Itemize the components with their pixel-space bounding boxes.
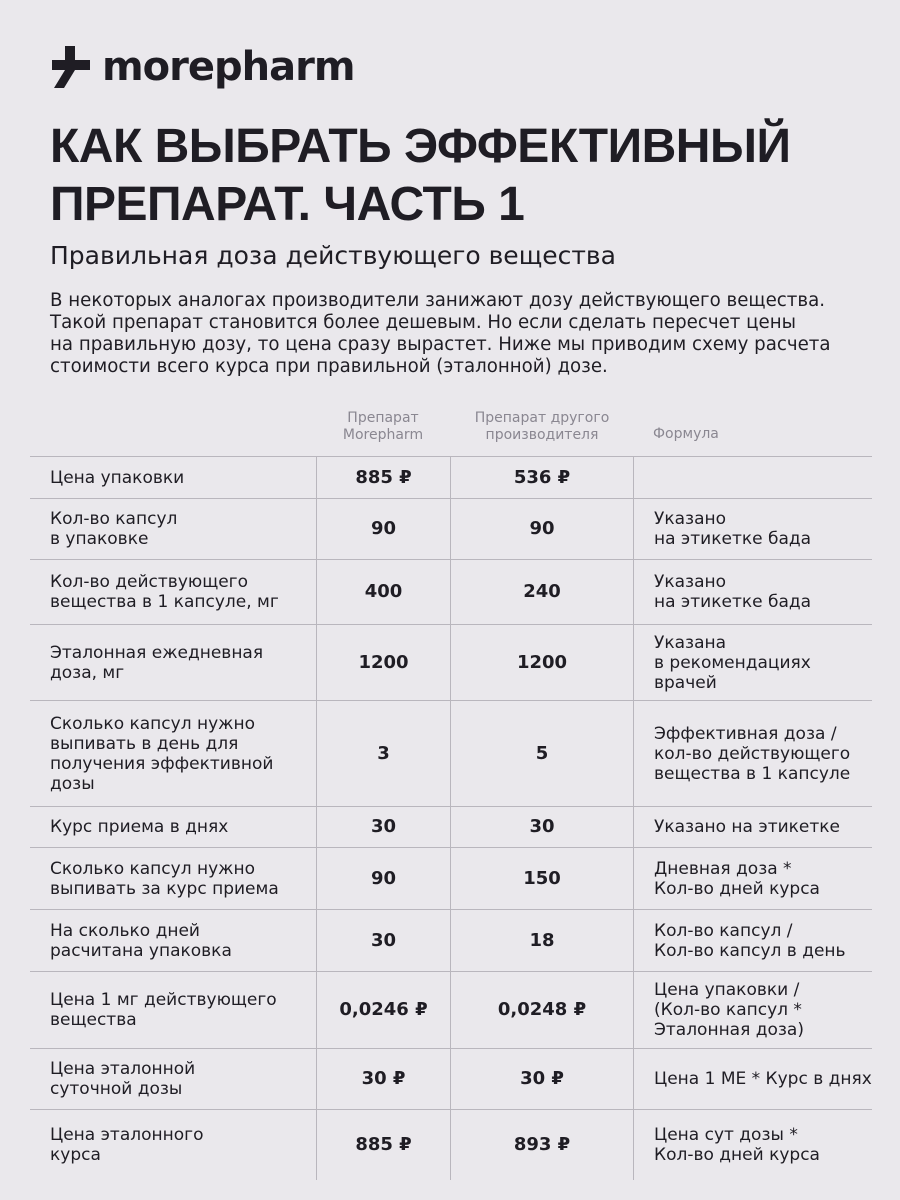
- formula: Дневная доза * Кол-во дней курса: [654, 858, 820, 899]
- row-label: Цена эталонного курса: [50, 1125, 204, 1165]
- page-title: КАК ВЫБРАТЬ ЭФФЕКТИВНЫЙ ПРЕПАРАТ. ЧАСТЬ 1: [50, 120, 791, 231]
- row-label: Эталонная ежедневная доза, мг: [50, 642, 264, 683]
- table-row: [30, 1109, 872, 1180]
- other-value: 1200: [450, 625, 634, 700]
- other-value: 893 ₽: [450, 1110, 634, 1180]
- morepharm-logo-icon: [50, 44, 92, 90]
- formula: Цена 1 МЕ * Курс в днях: [654, 1069, 872, 1089]
- table-row: [30, 847, 872, 909]
- formula: Указано на этикетке: [654, 817, 840, 837]
- morepharm-value: 30: [316, 807, 450, 847]
- row-label: Цена упаковки: [50, 467, 185, 488]
- other-value: 536 ₽: [450, 457, 634, 498]
- row-label: Сколько капсул нужно выпивать за курс приема: [50, 858, 279, 899]
- formula: Указано на этикетке бада: [654, 509, 812, 549]
- row-label: Кол-во капсул в упаковке: [50, 509, 178, 549]
- morepharm-value: 400: [316, 560, 450, 624]
- row-label: Курс приема в днях: [50, 817, 229, 837]
- other-value: 90: [450, 499, 634, 559]
- row-label: Цена 1 мг действующего вещества: [50, 990, 277, 1030]
- table-row: [30, 456, 872, 498]
- comparison-table: [30, 456, 872, 1180]
- table-row: [30, 700, 872, 806]
- table-row: [30, 1048, 872, 1109]
- other-value: 240: [450, 560, 634, 624]
- formula: Цена упаковки / (Кол-во капсул * Эталонная доза): [654, 980, 804, 1040]
- brand-logo: [50, 44, 355, 90]
- intro-paragraph: В некоторых аналогах производители занижают дозу действующего вещества. Такой препарат становится более дешевым. Но если сделать пересчет цены на правильную дозу, то цена сразу вырастет. Ниже мы приводим схему расчета стоимости всего курса при правильной (эталонной) дозе.: [50, 290, 831, 377]
- morepharm-value: 90: [316, 499, 450, 559]
- formula: Цена сут дозы * Кол-во дней курса: [654, 1125, 820, 1165]
- morepharm-value: 30 ₽: [316, 1049, 450, 1109]
- table-row: [30, 624, 872, 700]
- other-value: 5: [450, 701, 634, 806]
- morepharm-value: 90: [316, 848, 450, 909]
- header-morepharm: Препарат Morepharm: [342, 410, 424, 443]
- formula: Кол-во капсул / Кол-во капсул в день: [654, 920, 846, 961]
- row-label: Сколько капсул нужно выпивать в день для получения эффективной дозы: [50, 713, 274, 794]
- morepharm-value: 30: [316, 910, 450, 971]
- row-label: Кол-во действующего вещества в 1 капсуле, мг: [50, 572, 279, 612]
- formula: Указана в рекомендациях врачей: [654, 632, 811, 693]
- morepharm-value: 0,0246 ₽: [316, 972, 450, 1048]
- other-value: 0,0248 ₽: [450, 972, 634, 1048]
- row-label: На сколько дней расчитана упаковка: [50, 920, 232, 961]
- table-row: [30, 559, 872, 624]
- formula: Эффективная доза / кол-во действующего вещества в 1 капсуле: [654, 723, 851, 784]
- other-value: 18: [450, 910, 634, 971]
- table-row: [30, 909, 872, 971]
- other-value: 30: [450, 807, 634, 847]
- other-value: 150: [450, 848, 634, 909]
- formula: [634, 457, 872, 498]
- header-formula: Формула: [653, 426, 719, 442]
- brand-name: morepharm: [102, 44, 355, 90]
- row-label: Цена эталонной суточной дозы: [50, 1059, 196, 1099]
- morepharm-value: 3: [316, 701, 450, 806]
- table-row: [30, 806, 872, 847]
- morepharm-value: 1200: [316, 625, 450, 700]
- header-other-manufacturer: Препарат другого производителя: [474, 410, 610, 443]
- page-subtitle: Правильная доза действующего вещества: [50, 241, 616, 270]
- morepharm-value: 885 ₽: [316, 457, 450, 498]
- morepharm-value: 885 ₽: [316, 1110, 450, 1180]
- table-row: [30, 498, 872, 559]
- table-row: [30, 971, 872, 1048]
- formula: Указано на этикетке бада: [654, 572, 812, 612]
- other-value: 30 ₽: [450, 1049, 634, 1109]
